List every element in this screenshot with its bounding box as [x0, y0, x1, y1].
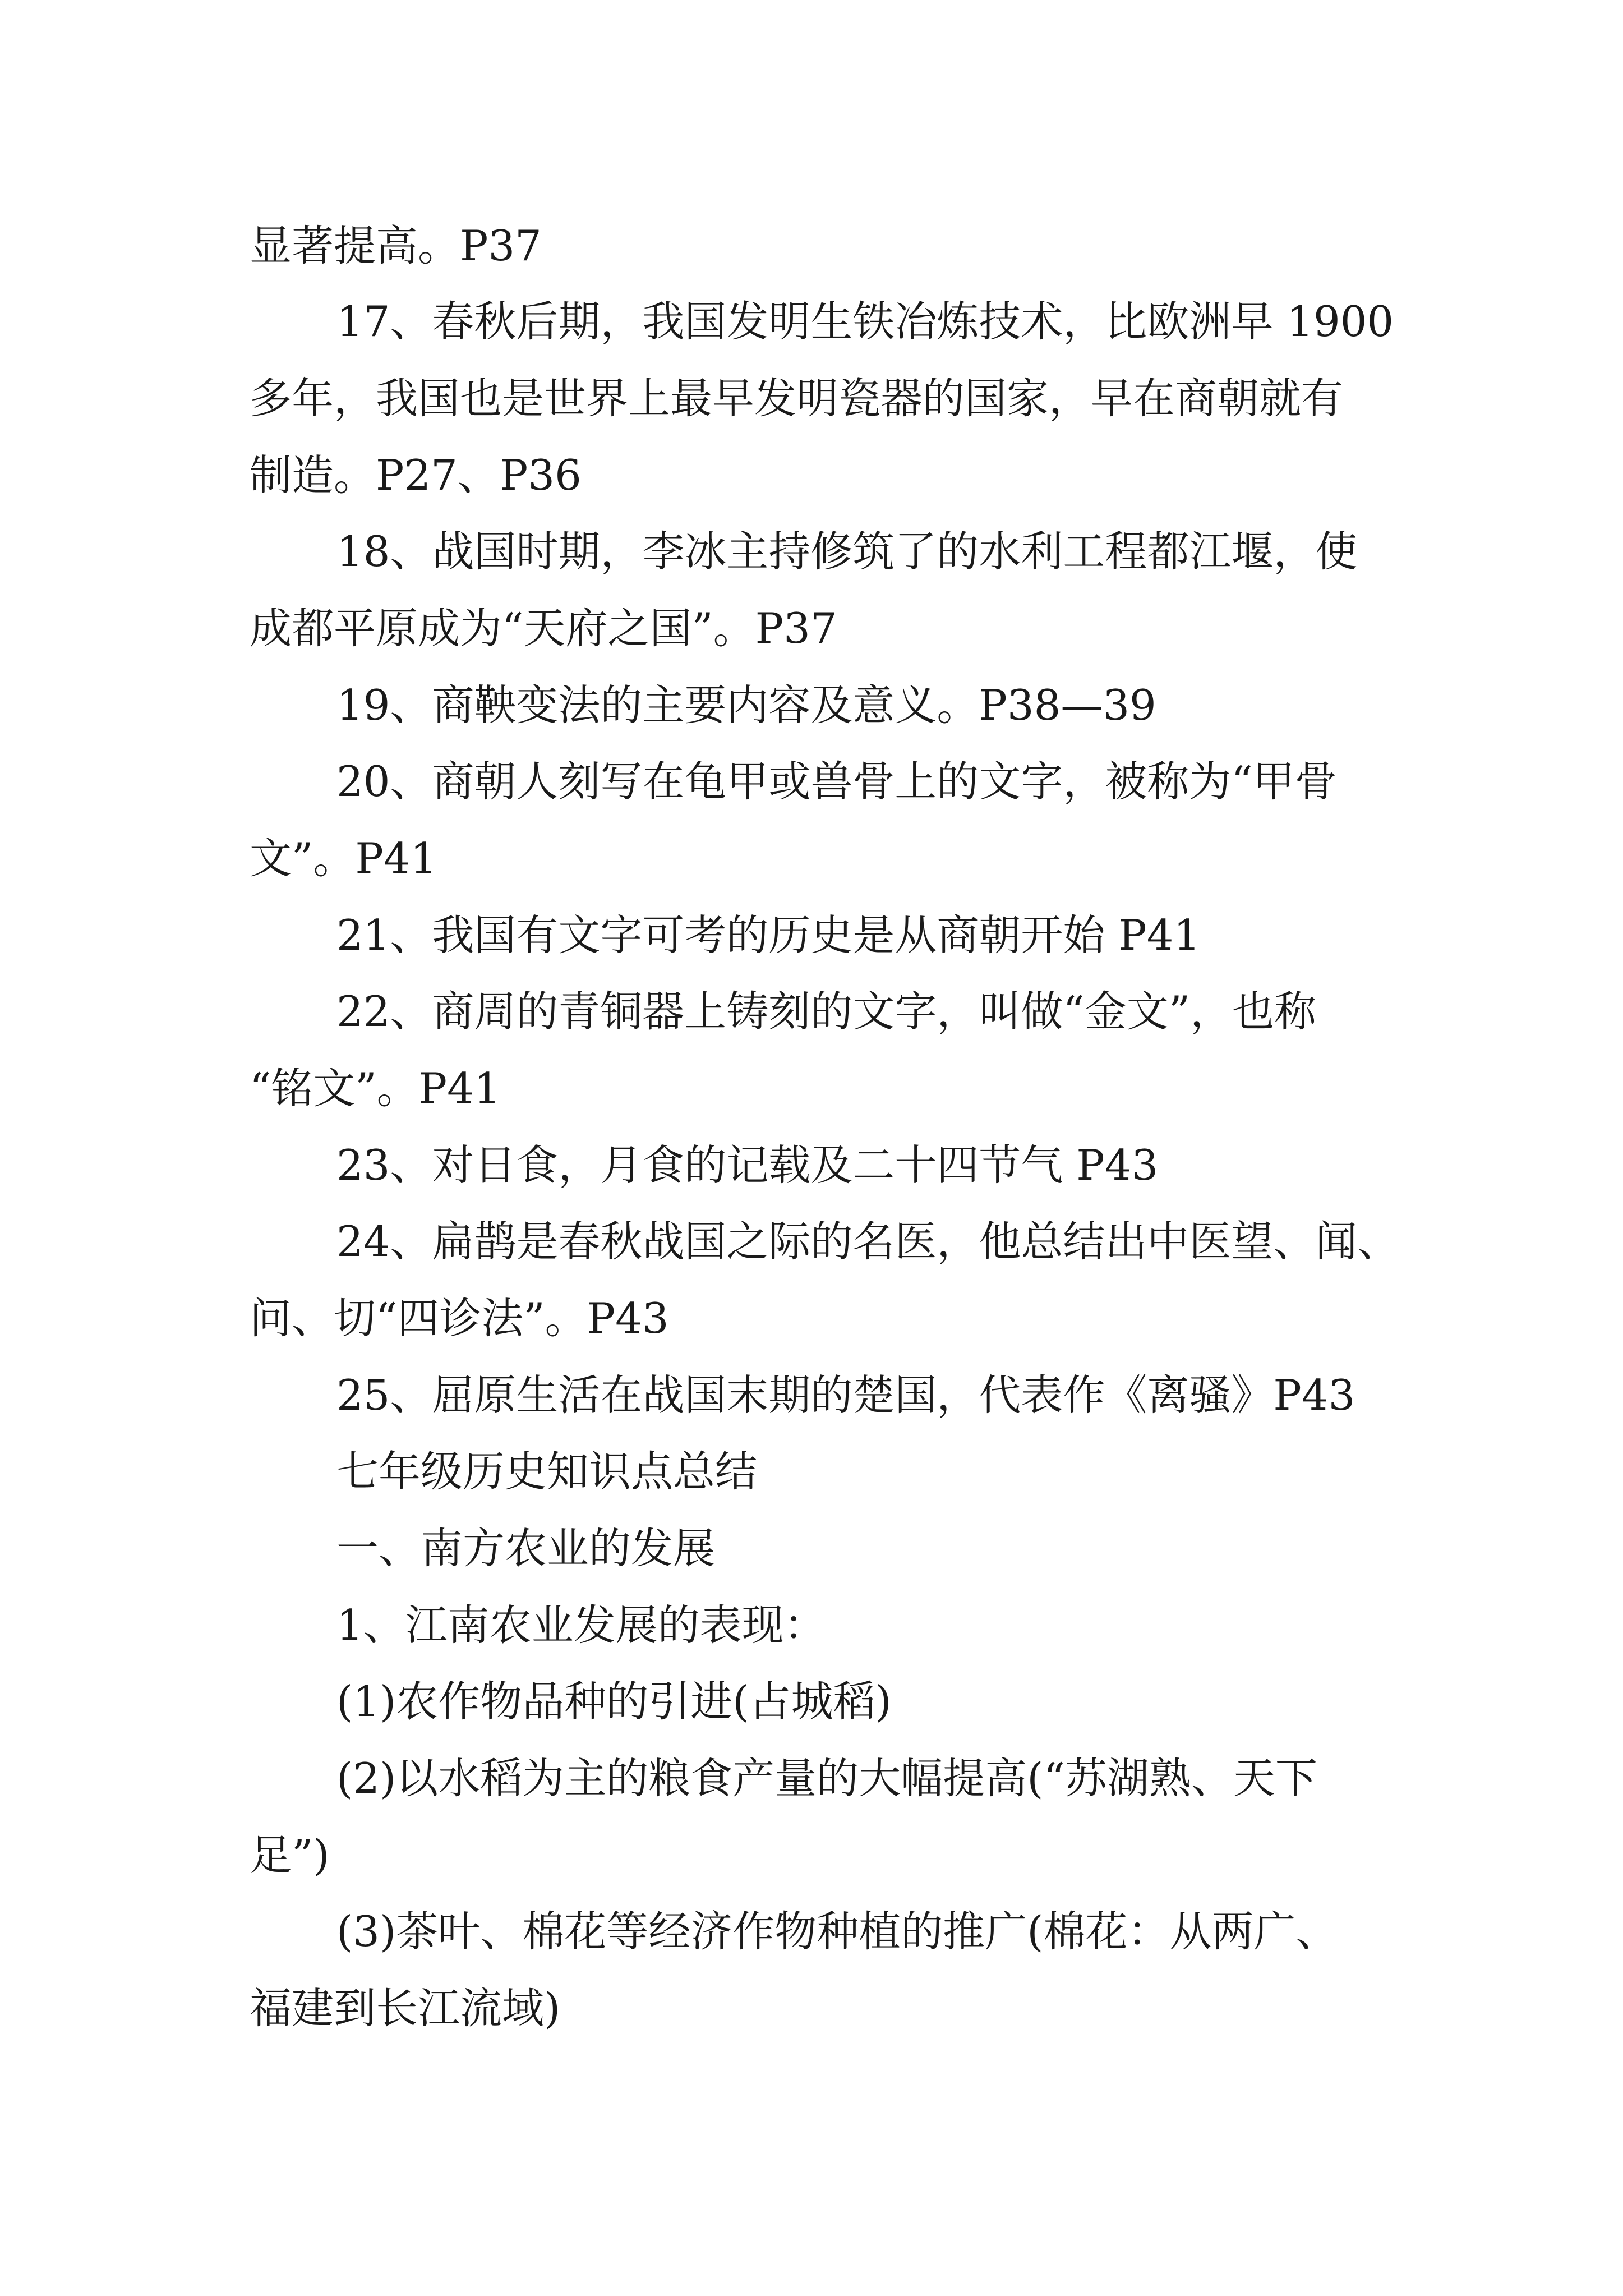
text-line: 足”) — [250, 1830, 330, 1880]
section-heading: 一、南方农业的发展 — [336, 1524, 716, 1573]
text-line: 23、对日食，月食的记载及二十四节气 P43 — [336, 1140, 1159, 1190]
text-line: (3)茶叶、棉花等经济作物种植的推广(棉花：从两广、 — [336, 1907, 1338, 1956]
text-line: (1)农作物品种的引进(占城稻) — [336, 1677, 892, 1726]
text-line: 文”。P41 — [250, 834, 437, 883]
text-line: 18、战国时期，李冰主持修筑了的水利工程都江堰，使 — [336, 527, 1358, 576]
text-line: 福建到长江流域) — [250, 1984, 561, 2033]
text-line: 22、商周的青铜器上铸刻的文字，叫做“金文”，也称 — [336, 987, 1317, 1036]
text-line: 24、扁鹊是春秋战国之际的名医，他总结出中医望、闻、 — [336, 1217, 1400, 1266]
text-line: 20、商朝人刻写在龟甲或兽骨上的文字，被称为“甲骨 — [336, 757, 1337, 806]
text-line: 制造。P27、P36 — [250, 450, 582, 500]
text-line: 问、切“四诊法”。P43 — [250, 1294, 669, 1343]
section-heading: 七年级历史知识点总结 — [336, 1447, 758, 1496]
text-line: 19、商鞅变法的主要内容及意义。P38—39 — [336, 680, 1156, 730]
text-line: 21、我国有文字可考的历史是从商朝开始 P41 — [336, 910, 1201, 960]
text-line: 多年，我国也是世界上最早发明瓷器的国家，早在商朝就有 — [250, 374, 1344, 423]
text-line: 25、屈原生活在战国末期的楚国，代表作《离骚》P43 — [336, 1370, 1355, 1420]
text-line: 成都平原成为“天府之国”。P37 — [250, 604, 837, 653]
text-line: 17、春秋后期，我国发明生铁冶炼技术，比欧洲早 1900 — [336, 297, 1394, 346]
text-line: “铭文”。P41 — [250, 1064, 501, 1113]
text-line: 1、江南农业发展的表现： — [336, 1600, 826, 1650]
text-line: 显著提高。P37 — [250, 221, 542, 270]
text-line: (2)以水稻为主的粮食产量的大幅提高(“苏湖熟、天下 — [336, 1754, 1317, 1803]
